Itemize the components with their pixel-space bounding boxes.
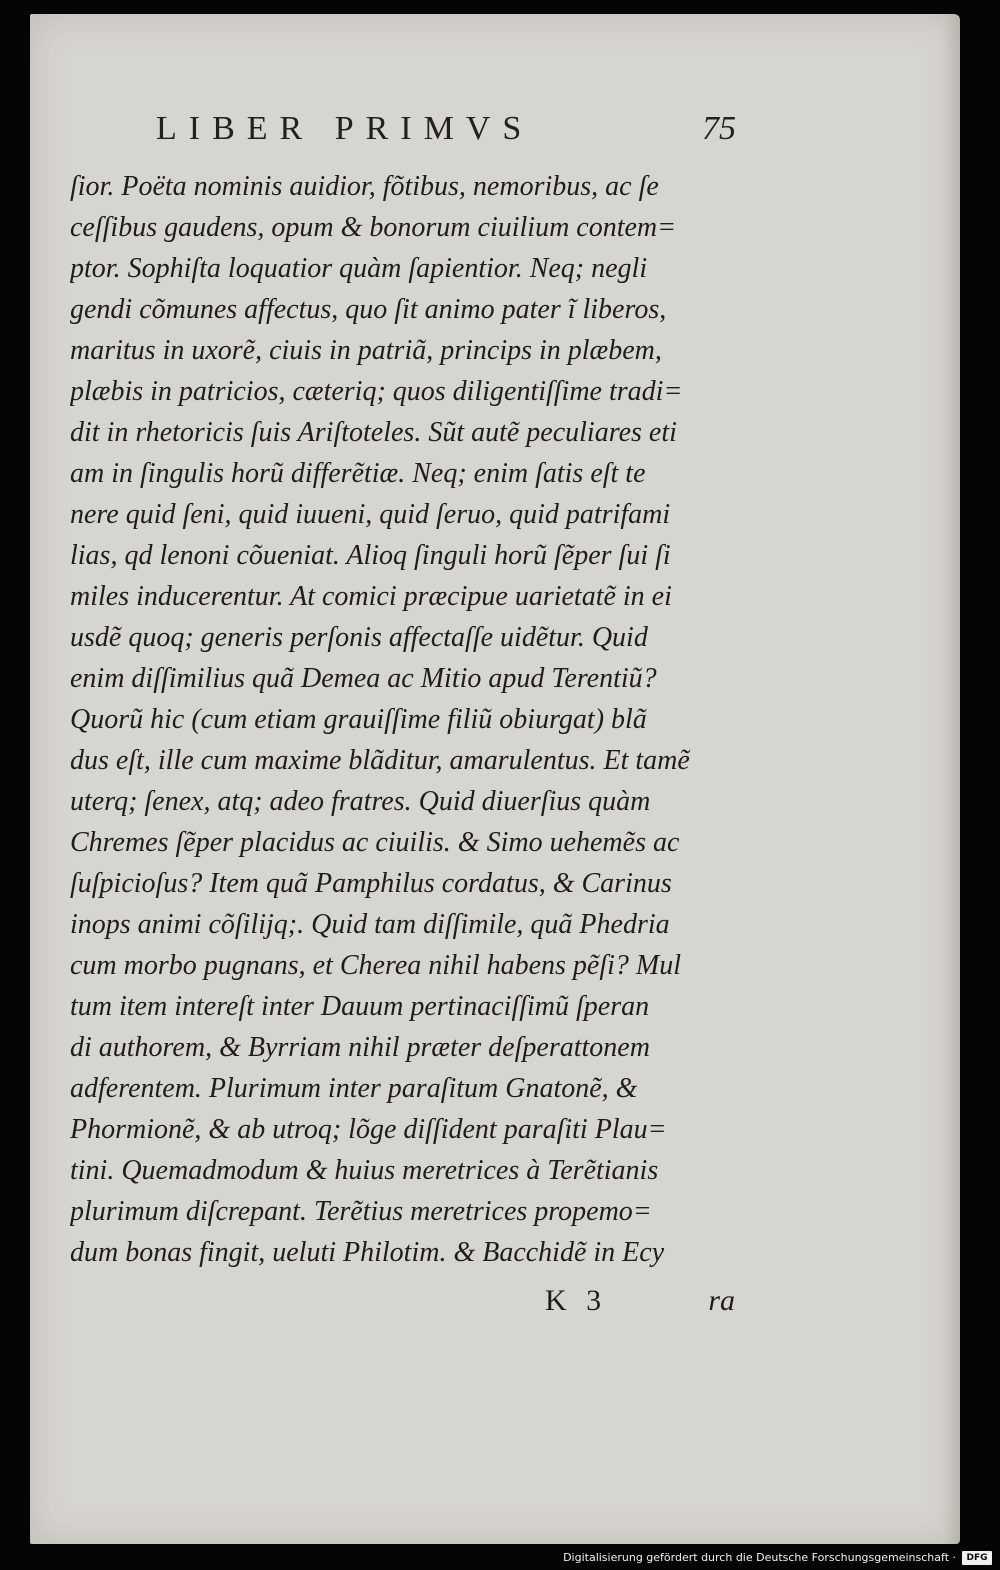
page-header [156, 110, 736, 170]
book-page [30, 14, 960, 1544]
text-line: gendi cõmunes affectus, quo ſit animo pater ĩ liberos, [70, 294, 667, 325]
running-head: LIBER PRIMVS [156, 110, 534, 147]
page-footer [545, 1284, 735, 1324]
text-line: Phormionẽ, & ab utroq; lõge diſſident paraſiti Plau= [70, 1114, 667, 1145]
text-line: ptor. Sophiſta loquatior quàm ſapientior. Neq; negli [70, 253, 648, 284]
text-line: ſuſpicioſus? Item quã Pamphilus cordatus, & Carinus [70, 868, 672, 899]
page-number: 75 [702, 110, 736, 147]
text-line: nere quid ſeni, quid iuueni, quid ſeruo, quid patrifami [70, 499, 671, 530]
text-line: ſior. Poëta nominis auidior, fõtibus, nemoribus, ac ſe [70, 171, 659, 202]
text-line: Quorũ hic (cum etiam grauiſſime filiũ obiurgat) blã [70, 704, 647, 735]
text-line: inops animi cõſilijq;. Quid tam diſſimile, quã Phedria [70, 909, 670, 940]
text-line: dit in rhetoricis ſuis Ariſtoteles. Sũt autẽ peculiares eti [70, 417, 677, 448]
text-line: tini. Quemadmodum & huius meretrices à Terẽtianis [70, 1155, 659, 1186]
text-line: am in ſingulis horũ differẽtiæ. Neq; enim ſatis eſt te [70, 458, 646, 489]
text-line: maritus in uxorẽ, ciuis in patriã, princips in plæbem, [70, 335, 662, 366]
credit-text: Digitalisierung gefördert durch die Deutsche Forschungsgemeinschaft · [563, 1551, 956, 1564]
dfg-logo-icon: DFG [962, 1551, 992, 1565]
text-line: Chremes ſẽper placidus ac ciuilis. & Simo uehemẽs ac [70, 827, 680, 858]
text-line: plæbis in patricios, cæteriq; quos diligentiſſime tradi= [70, 376, 683, 407]
text-line: adferentem. Plurimum inter paraſitum Gnatonẽ, & [70, 1073, 638, 1104]
text-line: dus eſt, ille cum maxime blãditur, amarulentus. Et tamẽ [70, 745, 690, 776]
text-line: usdẽ quoq; generis perſonis affectaſſe uidẽtur. Quid [70, 622, 648, 653]
text-line: tum item intereſt inter Dauum pertinaciſſimũ ſperan [70, 991, 650, 1022]
text-line: miles inducerentur. At comici præcipue uarietatẽ in ei [70, 581, 672, 612]
credit-bar [0, 1548, 1000, 1570]
text-line: enim diſſimilius quã Demea ac Mitio apud Terentiũ? [70, 663, 657, 694]
text-line: di authorem, & Byrriam nihil præter deſperattonem [70, 1032, 650, 1063]
catchword: ra [708, 1284, 735, 1317]
text-line: uterq; ſenex, atq; adeo fratres. Quid diuerſius quàm [70, 786, 651, 817]
signature-mark: K 3 [545, 1284, 608, 1317]
text-line: cum morbo pugnans, et Cherea nihil habens pẽſi? Mul [70, 950, 682, 981]
text-line: dum bonas fingit, ueluti Philotim. & Bacchidẽ in Ecy [70, 1237, 665, 1268]
text-line: ceſſibus gaudens, opum & bonorum ciuilium contem= [70, 212, 677, 243]
text-line: plurimum diſcrepant. Terẽtius meretrices propemo= [70, 1196, 652, 1227]
text-line: lias, qd lenoni cõueniat. Alioq ſinguli horũ ſẽper ſui ſi [70, 540, 671, 571]
page-edge-shadow [942, 14, 960, 1544]
body-text [70, 166, 750, 1273]
